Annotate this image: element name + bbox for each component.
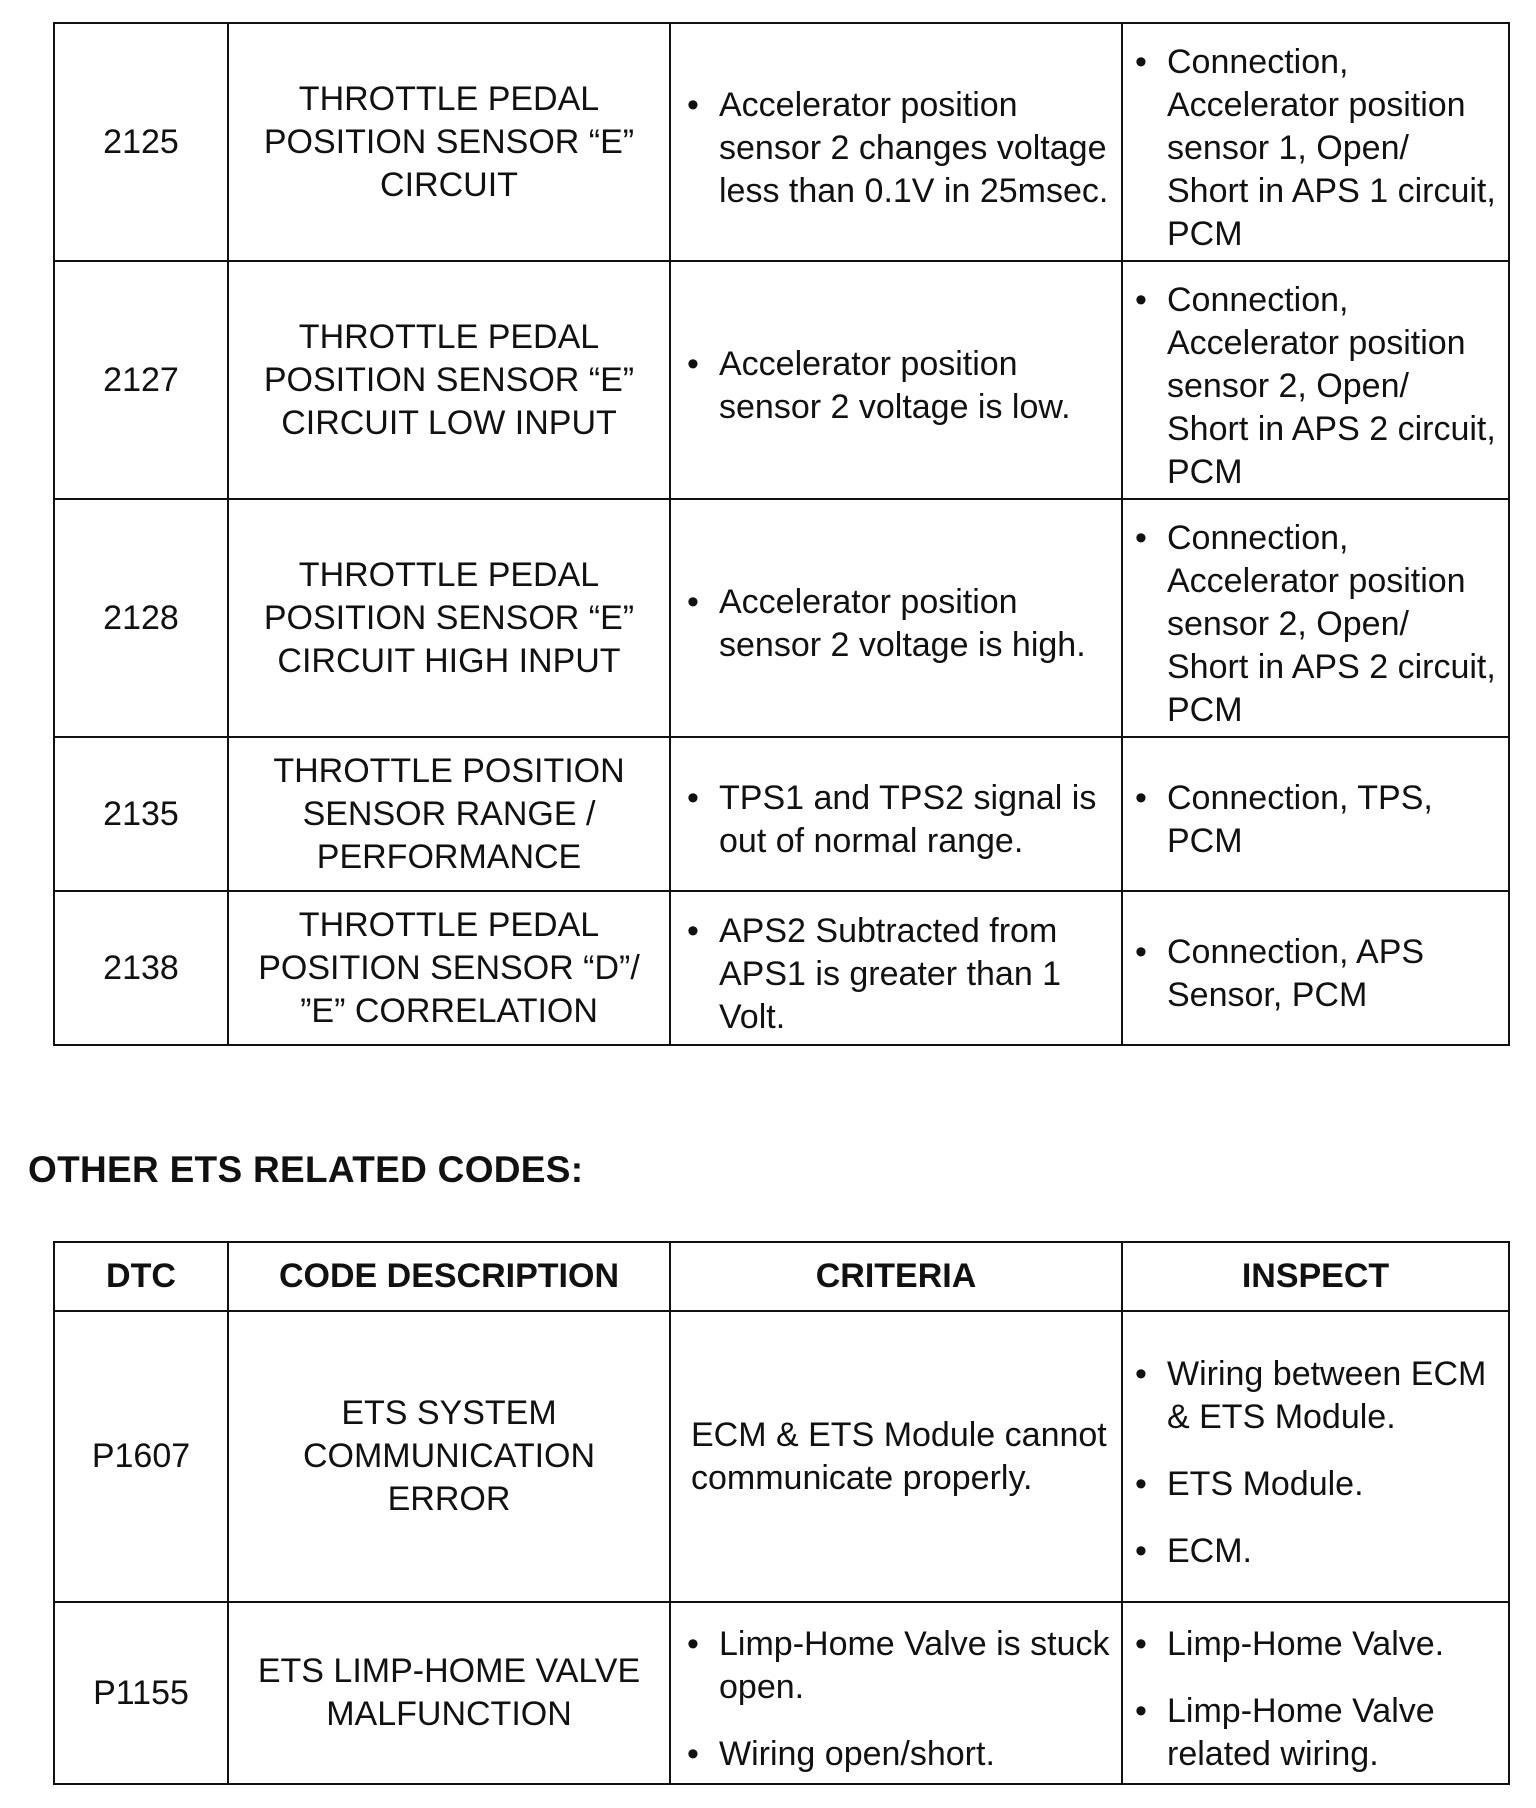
criteria-text: ECM & ETS Module cannot communicate properly. xyxy=(691,1415,1107,1497)
criteria-cell xyxy=(670,891,1122,1045)
code-description: THROTTLE PEDAL POSITION SENSOR “E” CIRCUIT LOW INPUT xyxy=(228,261,670,499)
column-header-criteria: CRITERIA xyxy=(670,1242,1122,1311)
code-description: ETS LIMP-HOME VALVE MALFUNCTION xyxy=(228,1602,670,1784)
column-header-inspect: INSPECT xyxy=(1122,1242,1509,1311)
table-row xyxy=(54,1311,1509,1602)
inspect-item: • Connection, TPS, PCM xyxy=(1167,777,1498,863)
table-row xyxy=(54,23,1509,261)
inspect-item: • Connection, Accelerator position sensor 2, Open/ Short in APS 2 circuit, PCM xyxy=(1167,517,1498,732)
code-description: THROTTLE PEDAL POSITION SENSOR “D”/ ”E” CORRELATION xyxy=(228,891,670,1045)
inspect-item: • Connection, Accelerator position sensor 2, Open/ Short in APS 2 circuit, PCM xyxy=(1167,279,1498,494)
inspect-cell xyxy=(1122,23,1509,261)
criteria-item: • TPS1 and TPS2 signal is out of normal range. xyxy=(719,777,1111,863)
criteria-item: • Accelerator position sensor 2 changes voltage less than 0.1V in 25msec. xyxy=(719,84,1111,213)
criteria-item: • Accelerator position sensor 2 voltage is high. xyxy=(719,581,1111,667)
code-description: THROTTLE POSITION SENSOR RANGE / PERFORMANCE xyxy=(228,737,670,891)
code-description: THROTTLE PEDAL POSITION SENSOR “E” CIRCUIT HIGH INPUT xyxy=(228,499,670,737)
dtc-code: 2138 xyxy=(54,891,228,1045)
dtc-code: 2135 xyxy=(54,737,228,891)
table-row xyxy=(54,499,1509,737)
inspect-item: • ETS Module. xyxy=(1167,1463,1498,1506)
inspect-item: • Limp-Home Valve. xyxy=(1167,1623,1498,1666)
table-row xyxy=(54,891,1509,1045)
inspect-item: • Wiring between ECM & ETS Module. xyxy=(1167,1353,1498,1439)
code-description: ETS SYSTEM COMMUNICATION ERROR xyxy=(228,1311,670,1602)
table-row xyxy=(54,261,1509,499)
table-row xyxy=(54,737,1509,891)
inspect-cell xyxy=(1122,499,1509,737)
criteria-item: • Limp-Home Valve is stuck open. xyxy=(719,1623,1111,1709)
inspect-item: • Limp-Home Valve related wiring. xyxy=(1167,1690,1498,1776)
criteria-cell xyxy=(670,23,1122,261)
section-heading: OTHER ETS RELATED CODES: xyxy=(28,1149,584,1190)
dtc-code: 2125 xyxy=(54,23,228,261)
dtc-code: P1607 xyxy=(54,1311,228,1602)
inspect-cell xyxy=(1122,1311,1509,1602)
table-row xyxy=(54,1602,1509,1784)
dtc-code: 2127 xyxy=(54,261,228,499)
criteria-cell xyxy=(670,737,1122,891)
dtc-code: 2128 xyxy=(54,499,228,737)
inspect-item: • ECM. xyxy=(1167,1530,1498,1573)
criteria-cell xyxy=(670,1602,1122,1784)
criteria-item: • APS2 Subtracted from APS1 is greater than 1 Volt. xyxy=(719,910,1111,1039)
inspect-cell xyxy=(1122,737,1509,891)
column-header-dtc: DTC xyxy=(54,1242,228,1311)
inspect-cell xyxy=(1122,891,1509,1045)
criteria-item: • Wiring open/short. xyxy=(719,1733,1111,1776)
criteria-cell xyxy=(670,261,1122,499)
inspect-cell xyxy=(1122,1602,1509,1784)
criteria-cell xyxy=(670,1311,1122,1602)
criteria-cell xyxy=(670,499,1122,737)
dtc-code: P1155 xyxy=(54,1602,228,1784)
code-description: THROTTLE PEDAL POSITION SENSOR “E” CIRCUIT xyxy=(228,23,670,261)
dtc-table-throttle-sensors xyxy=(53,22,1510,1046)
inspect-item: • Connection, Accelerator position sensor 1, Open/ Short in APS 1 circuit, PCM xyxy=(1167,41,1498,256)
dtc-table-other-ets-codes xyxy=(53,1241,1510,1785)
inspect-item: • Connection, APS Sensor, PCM xyxy=(1167,931,1498,1017)
inspect-cell xyxy=(1122,261,1509,499)
table-header-row xyxy=(54,1242,1509,1311)
column-header-code-description: CODE DESCRIPTION xyxy=(228,1242,670,1311)
criteria-item: • Accelerator position sensor 2 voltage is low. xyxy=(719,343,1111,429)
